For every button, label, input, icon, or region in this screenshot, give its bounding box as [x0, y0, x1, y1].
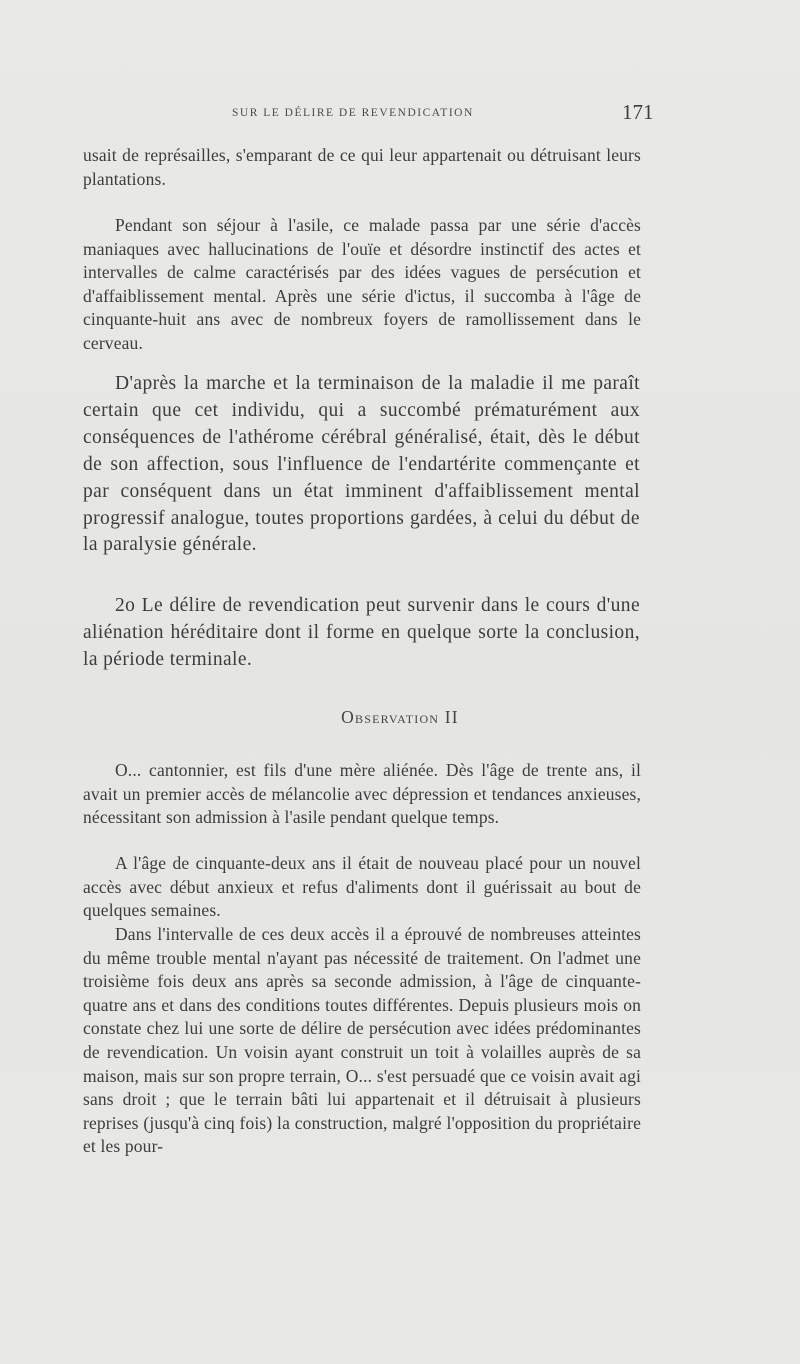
paragraph-asylum-stay: Pendant son séjour à l'asile, ce malade passa par une série d'accès maniaques avec hallucinations de l'ouïe et désordre instinctif des actes et intervalles de calme caractérisés par des idées vagues de persécution et d'affaiblissement mental. Après une série d'ictus, il succomba à l'âge de cinquante-huit ans avec de nombreux foyers de ramollissement dans le cerveau.: [83, 215, 641, 353]
paragraph-point-two: 2o Le délire de revendication peut survenir dans le cours d'une aliénation héréditaire dont il forme en quelque sorte la conclusion, la période terminale.: [83, 595, 640, 670]
observation-paragraph-1: O... cantonnier, est fils d'une mère aliénée. Dès l'âge de trente ans, il avait un premier accès de mélancolie avec dépression et tendances anxieuses, nécessitant son admission à l'asile pendant quelque temps.: [83, 760, 641, 828]
page-number: 171: [622, 100, 654, 124]
running-head: SUR LE DÉLIRE DE REVENDICATION: [232, 107, 474, 119]
observation-paragraph-2: A l'âge de cinquante-deux ans il était de nouveau placé pour un nouvel accès avec début anxieux et refus d'aliments dont il guérissait au bout de quelques semaines.: [83, 853, 641, 921]
paragraph-interpretation: D'après la marche et la terminaison de la maladie il me paraît certain que cet individu, qui a succombé prématurément aux conséquences de l'athérome cérébral généralisé, était, dès le début de son affection, sous l'influence de l'endartérite commençante et par conséquent dans un état imminent d'affaiblissement mental progressif analogue, toutes proportions gardées, à celui du début de la paralysie générale.: [83, 373, 640, 556]
observation-heading: Observation II: [341, 707, 459, 727]
observation-paragraph-3: Dans l'intervalle de ces deux accès il a éprouvé de nombreuses atteintes du même trouble mental n'ayant pas nécessité de traitement. On l'admet une troisième fois deux ans après sa seconde admission, à l'âge de cinquante-quatre ans et dans des conditions toutes différentes. Depuis plusieurs mois on constate chez lui une sorte de délire de persécution avec idées prédominantes de revendication. Un voisin ayant construit un toit à volailles auprès de sa maison, mais sur son propre terrain, O... s'est persuadé que ce voisin avait agi sans droit ; que le terrain bâti lui appartenait et il détruisait à plusieurs reprises (jusqu'à cinq fois) la construction, malgré l'opposition du propriétaire et les pour-: [83, 924, 641, 1157]
paragraph-continuation: usait de représailles, s'emparant de ce qui leur appartenait ou détruisant leurs plantations.: [83, 145, 641, 189]
